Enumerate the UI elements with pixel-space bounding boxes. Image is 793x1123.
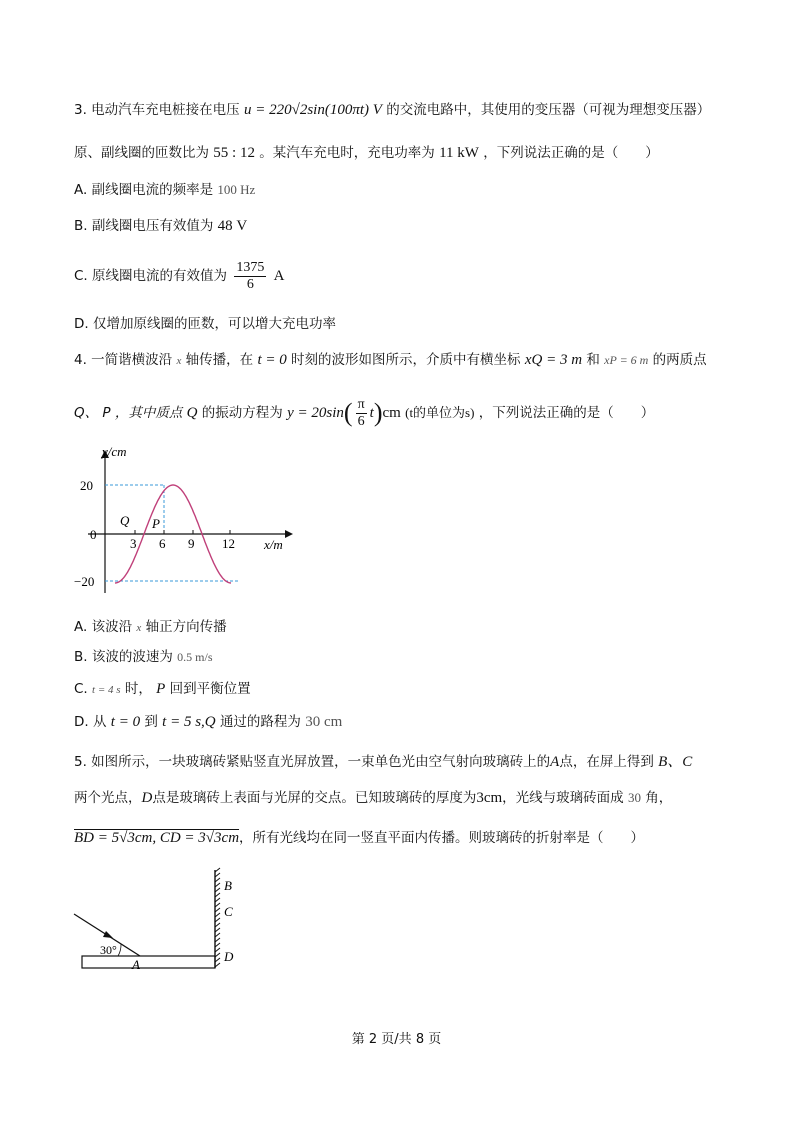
q4-option-d-value: 30 cm <box>305 714 343 730</box>
q5-stem-text: ，光线与玻璃砖面成 <box>502 790 624 806</box>
q5-points-bc: B、C <box>658 754 693 770</box>
hatch-mark <box>215 903 220 907</box>
page-footer: 第 2 页/共 8 页 <box>351 1032 442 1047</box>
q3-option-b <box>74 216 247 236</box>
hatch-mark <box>215 913 220 917</box>
q4-option-d-t0: t = 0 <box>110 714 141 730</box>
fraction-numerator: π <box>357 396 365 412</box>
q3-option-a-text: A. 副线圈电流的频率是 <box>74 182 214 198</box>
q4-stem-line2: Q、 P ，其中质点 Q 的振动方程为 y = 20sin( $\frac{\pi}{6}$ t)cm (t的单位为s) ，下列说法正确的是（ ） <box>74 396 655 429</box>
q5-distances: BD = 5√3cm, CD = 3√3cm <box>74 830 240 846</box>
y-label-zero: 0 <box>90 527 97 542</box>
label-b: B <box>224 878 232 893</box>
hatch-mark <box>215 953 220 957</box>
ray-arrow-icon <box>103 931 113 938</box>
q4-stem-text: 和 <box>586 352 600 368</box>
q3-turns-ratio: 55 : 12 <box>213 145 255 161</box>
q5-thickness: 3cm <box>476 790 503 806</box>
q3-option-c <box>74 256 284 296</box>
q4-time-zero: t = 0 <box>257 352 287 368</box>
x-tick-label-9: 9 <box>188 536 195 551</box>
q5-glass-brick-figure <box>70 868 250 978</box>
fraction-denominator: 6 <box>357 413 365 429</box>
q3-option-a <box>74 180 255 200</box>
q5-point-a: A <box>550 754 560 770</box>
q4-option-c-point: P <box>156 681 166 697</box>
angle-label: 30° <box>100 943 117 957</box>
fraction-denominator: 6 <box>246 276 254 292</box>
hatch-mark <box>215 943 220 947</box>
q3-option-b-value: 48 V <box>217 218 248 234</box>
q4-option-b-text: B. 该波的波速为 <box>74 649 173 665</box>
hatch-mark <box>215 948 220 952</box>
label-a: A <box>132 957 140 972</box>
q5-point-d: D <box>141 790 153 806</box>
q4-option-a-x: x <box>136 622 142 634</box>
hatch-mark <box>215 928 220 932</box>
hatch-mark <box>215 908 220 912</box>
q4-xq-value: xQ = 3 m <box>524 352 583 368</box>
q4-option-c-text: 时， <box>124 681 152 697</box>
q5-stem-text: 角， <box>645 790 673 806</box>
q4-stem-text: 4. 一简谐横波沿 <box>74 352 173 368</box>
hatch-mark <box>215 893 220 897</box>
q4-option-d-t5: t = 5 s,Q <box>162 714 216 730</box>
q4-point-q: Q <box>186 405 198 421</box>
q3-option-c-fraction <box>234 260 266 293</box>
q4-option-a-text: 轴正方向传播 <box>145 619 227 635</box>
q4-option-c-text: C. <box>74 681 88 697</box>
q4-option-a-text: A. 该波沿 <box>74 619 133 635</box>
q4-stem-line1 <box>74 350 707 371</box>
q4-option-c-time: t = 4 s <box>92 684 121 696</box>
x-tick-label-3: 3 <box>130 536 137 551</box>
point-p-label: P <box>152 516 160 531</box>
q5-angle: 30 <box>627 790 641 805</box>
q4-option-c-text: 回到平衡位置 <box>169 681 251 697</box>
q3-stem-line1 <box>74 100 710 120</box>
q4-stem-text: ，下列说法正确的是（ ） <box>478 405 655 421</box>
y-label-bottom: −20 <box>74 574 95 589</box>
x-tick-label-12: 12 <box>222 536 235 551</box>
angle-arc <box>118 944 121 956</box>
y-axis-label: y/cm <box>102 444 127 459</box>
q4-option-b-value: 0.5 m/s <box>177 650 213 664</box>
hatch-mark <box>215 883 220 887</box>
q4-equation-t: t <box>369 405 374 421</box>
hatch-mark <box>215 933 220 937</box>
q4-equation-unit: cm <box>382 405 401 421</box>
q5-stem-text: ，所有光线均在同一竖直平面内传播。则玻璃砖的折射率是（ ） <box>239 830 645 846</box>
hatch-mark <box>215 878 220 882</box>
hatch-mark <box>215 923 220 927</box>
q4-option-d-text: 通过的路程为 <box>219 714 301 730</box>
q4-x-symbol: x <box>176 355 182 367</box>
q3-option-c-text: C. 原线圈电流的有效值为 <box>74 268 228 284</box>
q3-stem-text: ，下列说法正确的是（ ） <box>483 145 659 161</box>
q3-option-d <box>74 314 336 334</box>
hatch-mark <box>215 958 220 962</box>
x-tick-label-6: 6 <box>159 536 166 551</box>
q4-stem-text: 的振动方程为 <box>201 405 283 421</box>
q3-option-d-text: D. 仅增加原线圈的匝数，可以增大充电功率 <box>74 316 336 332</box>
q3-option-b-text: B. 副线圈电压有效值为 <box>74 218 214 234</box>
x-axis-label: x/m <box>264 537 283 552</box>
q3-stem-text: 的交流电路中，其使用的变压器（可视为理想变压器） <box>386 102 711 118</box>
point-q-label: Q <box>120 513 130 528</box>
q4-wave-graph <box>74 444 300 598</box>
x-axis-arrow-icon <box>285 530 293 538</box>
q4-equation-note: (t的单位为s) <box>405 405 475 420</box>
hatch-mark <box>215 888 220 892</box>
y-label-top: 20 <box>80 478 93 493</box>
q5-stem-line3 <box>74 828 644 848</box>
q3-charging-power: 11 kW <box>439 145 479 161</box>
q4-option-d-text: 到 <box>144 714 158 730</box>
q5-stem-text: 两个光点， <box>74 790 142 806</box>
glass-brick <box>82 956 215 968</box>
q3-option-a-value: 100 Hz <box>217 182 256 197</box>
q4-option-b <box>74 647 213 667</box>
q5-stem-text: 5. 如图所示，一块玻璃砖紧贴竖直光屏放置，一束单色光由空气射向玻璃砖上的 <box>74 754 551 770</box>
q3-voltage-expression: u = 220√2sin(100πt) V <box>243 102 382 118</box>
label-c: C <box>224 904 233 919</box>
screen-hatching <box>215 868 220 967</box>
q4-stem-text: 的两质点 <box>652 352 707 368</box>
q4-option-a <box>74 617 227 638</box>
hatch-mark <box>215 873 220 877</box>
hatch-mark <box>215 898 220 902</box>
q3-stem-text: 原、副线圈的匝数比为 <box>74 145 209 161</box>
q4-option-c <box>74 679 251 700</box>
q3-stem-line2 <box>74 143 659 163</box>
hatch-mark <box>215 868 220 872</box>
hatch-mark <box>215 918 220 922</box>
q3-stem-text: 3. 电动汽车充电桩接在电压 <box>74 102 240 118</box>
q4-equation-fraction <box>356 397 367 430</box>
q5-stem-text: 点，在屏上得到 <box>559 754 654 770</box>
hatch-mark <box>215 963 220 967</box>
q4-xp-value: xP = 6 m <box>604 353 649 367</box>
q4-option-d <box>74 712 342 732</box>
fraction-numerator: 1375 <box>236 259 265 275</box>
hatch-mark <box>215 938 220 942</box>
q5-stem-text: 点是玻璃砖上表面与光屏的交点。已知玻璃砖的厚度为 <box>152 790 477 806</box>
q5-stem-line2 <box>74 788 672 808</box>
label-d: D <box>224 949 234 964</box>
q5-stem-line1 <box>74 752 692 772</box>
q3-stem-text: 。某汽车充电时，充电功率为 <box>259 145 435 161</box>
q4-stem-text: 时刻的波形如图所示，介质中有横坐标 <box>291 352 521 368</box>
q4-stem-text: Q、 P ，其中质点 <box>74 405 183 421</box>
q4-equation-lhs: y = 20sin <box>287 405 344 421</box>
q4-stem-text: 轴传播，在 <box>185 352 254 368</box>
q4-option-d-text: D. 从 <box>74 714 107 730</box>
q3-option-c-unit: A <box>273 268 285 284</box>
